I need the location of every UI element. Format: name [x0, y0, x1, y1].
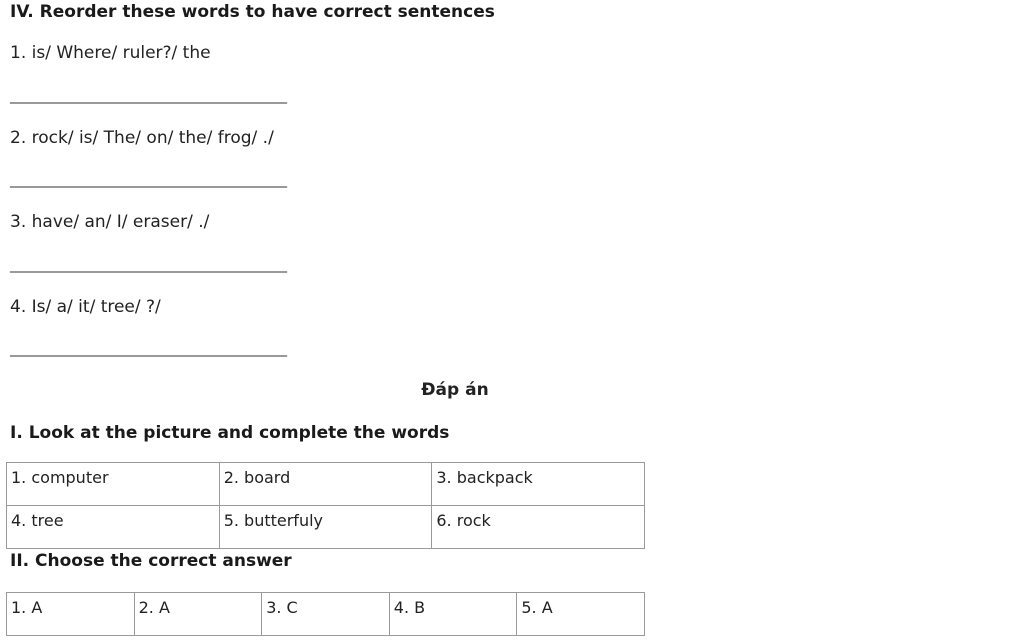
- table-row: [7, 463, 645, 506]
- table-cell: 1. computer: [7, 463, 220, 506]
- table-cell: 5. butterfuly: [219, 506, 432, 549]
- table-cell: 1. A: [7, 593, 135, 636]
- answer-blank-2: ______________________________________________: [10, 172, 286, 188]
- answer-blank-1: ______________________________________________: [10, 88, 286, 104]
- reorder-item-4: 4. Is/ a/ it/ tree/ ?/: [10, 297, 161, 317]
- table-cell: 4. B: [389, 593, 517, 636]
- table-cell: 3. backpack: [432, 463, 645, 506]
- table-cell: 5. A: [517, 593, 645, 636]
- section-i-title: I. Look at the picture and complete the words: [10, 423, 450, 443]
- table-cell: 2. A: [134, 593, 262, 636]
- reorder-item-3: 3. have/ an/ I/ eraser/ ./: [10, 212, 210, 232]
- section-ii-title: II. Choose the correct answer: [10, 551, 292, 571]
- answer-blank-4: ______________________________________________: [10, 341, 286, 357]
- answers-title: Đáp án: [421, 380, 489, 400]
- section-iv-title: IV. Reorder these words to have correct sentences: [10, 2, 495, 22]
- table-cell: 6. rock: [432, 506, 645, 549]
- table-row: [7, 506, 645, 549]
- reorder-item-1: 1. is/ Where/ ruler?/ the: [10, 43, 211, 63]
- table-cell: 2. board: [219, 463, 432, 506]
- section-i-answer-table: [6, 462, 645, 549]
- reorder-item-2: 2. rock/ is/ The/ on/ the/ frog/ ./: [10, 128, 274, 148]
- table-cell: 3. C: [262, 593, 390, 636]
- answer-blank-3: ______________________________________________: [10, 257, 286, 273]
- section-ii-answer-table: [6, 592, 645, 636]
- table-cell: 4. tree: [7, 506, 220, 549]
- table-row: [7, 593, 645, 636]
